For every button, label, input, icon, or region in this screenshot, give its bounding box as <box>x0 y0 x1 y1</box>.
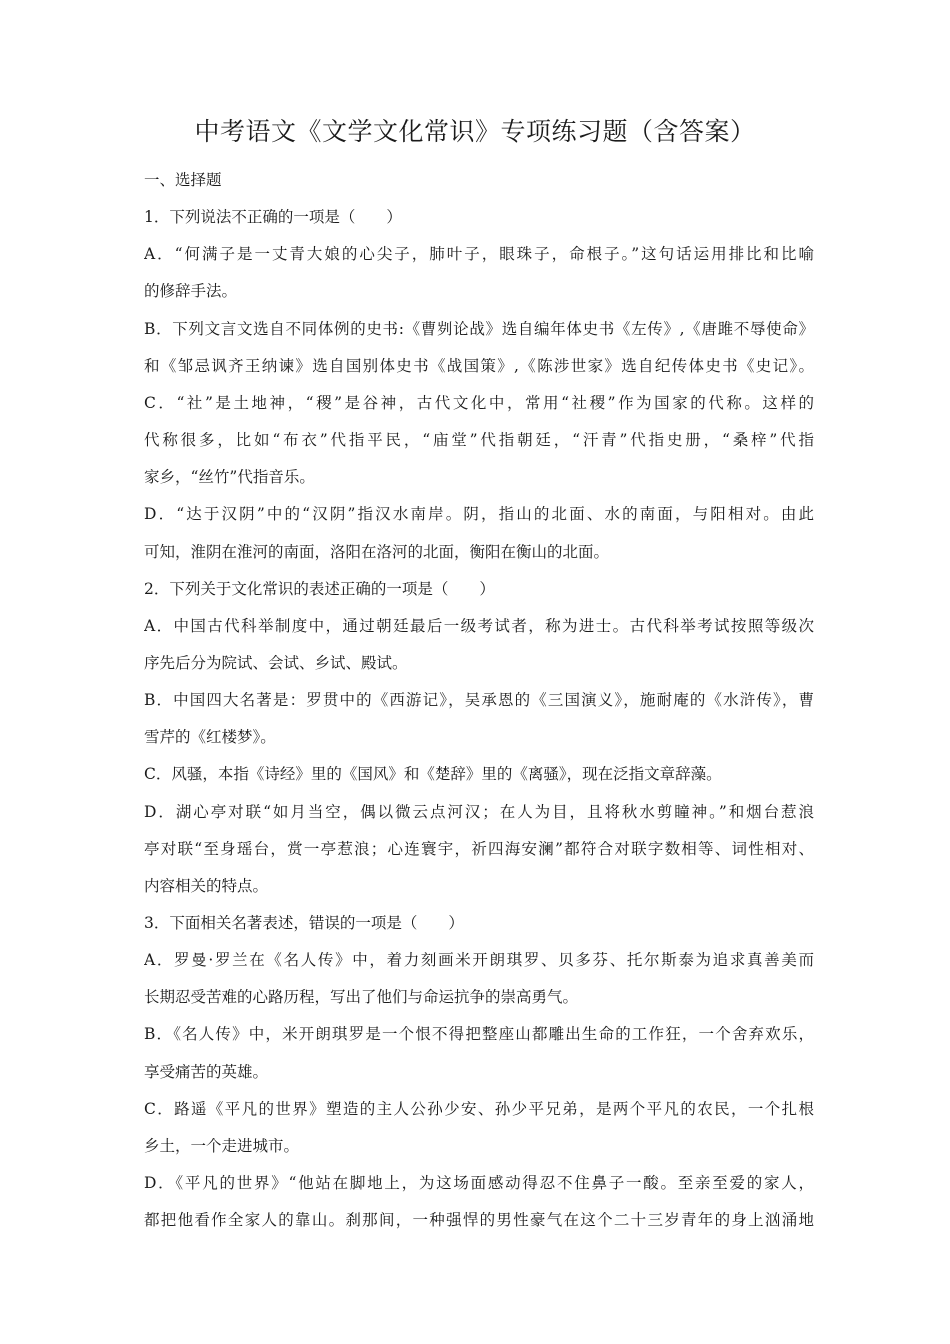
page-title: 中考语文《文学文化常识》专项练习题（含答案） <box>194 117 756 146</box>
text-line: D．“达于汉阴”中的“汉阴”指汉水南岸。阴，指山的北面、水的南面，与阳相对。由此 <box>144 505 814 524</box>
text-line: 享受痛苦的英雄。 <box>144 1062 269 1081</box>
text-line: 乡土，一个走进城市。 <box>144 1136 300 1155</box>
text-line: 1．下列说法不正确的一项是（ ） <box>144 208 402 227</box>
text-line: 亭对联“至身瑶台，赏一亭惹浪；心连寰宇，祈四海安澜”都符合对联字数相等、词性相对、 <box>144 839 814 858</box>
text-line: A．中国古代科举制度中，通过朝廷最后一级考试者，称为进士。古代科举考试按照等级次 <box>144 616 814 635</box>
text-line: D．湖心亭对联“如月当空，偶以微云点河汉；在人为目，且将秋水剪瞳神。”和烟台惹浪 <box>144 802 814 821</box>
text-line: B．下列文言文选自不同体例的史书:《曹刿论战》选自编年体史书《左传》,《唐雎不辱使命》 <box>144 319 814 338</box>
text-line: 雪芹的《红楼梦》。 <box>144 728 276 747</box>
text-line: A．罗曼·罗兰在《名人传》中，着力刻画米开朗琪罗、贝多芬、托尔斯泰为追求真善美而 <box>144 951 814 970</box>
text-line: 内容相关的特点。 <box>144 876 269 895</box>
text-line: 一、选择题 <box>144 171 222 189</box>
text-line: A．“何满子是一丈青大娘的心尖子，肺叶子，眼珠子，命根子。”这句话运用排比和比喻 <box>144 245 814 264</box>
text-line: 3．下面相关名著表述，错误的一项是（ ） <box>144 914 464 932</box>
text-line: D．《平凡的世界》“他站在脚地上，为这场面感动得忍不住鼻子一酸。至亲至爱的家人， <box>144 1174 814 1193</box>
text-line: 2．下列关于文化常识的表述正确的一项是（ ） <box>144 579 495 598</box>
text-line: C．“社”是土地神，“稷”是谷神，古代文化中，常用“社稷”作为国家的代称。这样的 <box>144 393 814 412</box>
text-line: 和《邹忌讽齐王纳谏》选自国别体史书《战国策》,《陈涉世家》选自纪传体史书《史记》。 <box>144 356 814 375</box>
text-line: 都把他看作全家人的靠山。刹那间，一种强悍的男性豪气在这个二十三岁青年的身上汹涌地 <box>144 1211 814 1230</box>
text-line: 的修辞手法。 <box>144 282 238 301</box>
text-line: B．中国四大名著是：罗贯中的《西游记》，吴承恩的《三国演义》，施耐庵的《水浒传》，曹 <box>144 691 814 710</box>
text-line: 家乡，“丝竹”代指音乐。 <box>144 468 315 487</box>
text-line: C．路遥《平凡的世界》塑造的主人公孙少安、孙少平兄弟，是两个平凡的农民，一个扎根 <box>144 1099 814 1118</box>
text-line: 可知，淮阴在淮河的南面，洛阳在洛河的北面，衡阳在衡山的北面。 <box>144 542 610 561</box>
text-line: 长期忍受苦难的心路历程，写出了他们与命运抗争的崇高勇气。 <box>144 988 579 1007</box>
text-line: C．风骚，本指《诗经》里的《国风》和《楚辞》里的《离骚》，现在泛指文章辞藻。 <box>144 765 722 784</box>
text-line: 序先后分为院试、会试、乡试、殿试。 <box>144 653 408 672</box>
text-line: B．《名人传》中，米开朗琪罗是一个恨不得把整座山都雕出生命的工作狂，一个舍弃欢乐， <box>144 1025 814 1044</box>
text-line: 代称很多，比如“布衣”代指平民，“庙堂”代指朝廷，“汗青”代指史册，“桑梓”代指 <box>144 431 814 450</box>
